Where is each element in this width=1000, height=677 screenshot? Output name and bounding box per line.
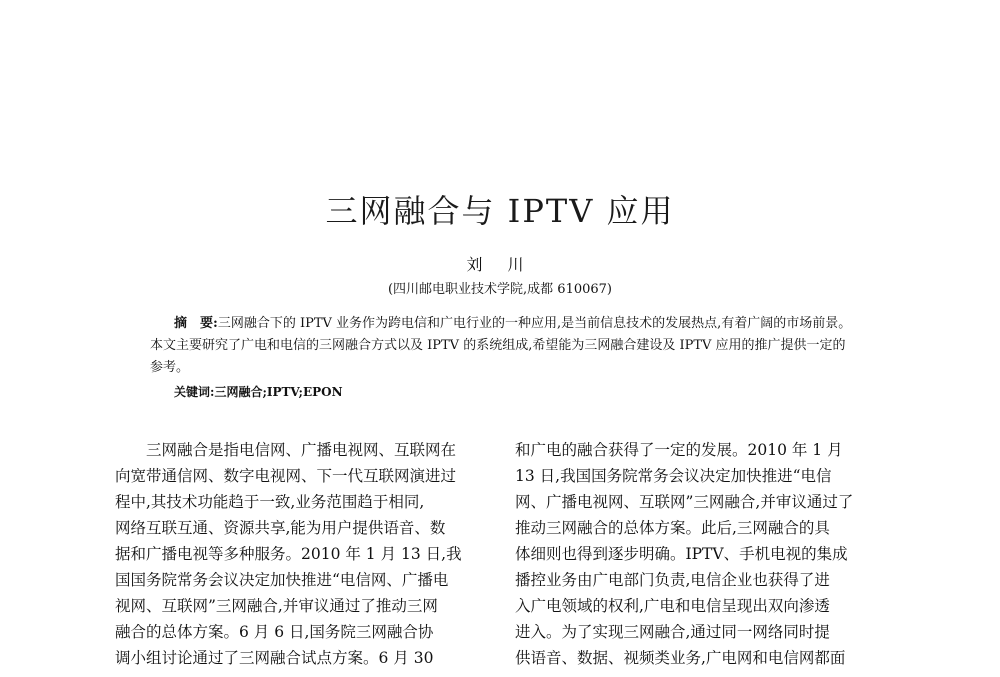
body-line: 程中,其技术功能趋于一致,业务范围趋于相同, <box>115 493 425 511</box>
body-line: 融合的总体方案。6 月 6 日,国务院三网融合协 <box>115 623 434 641</box>
body-line: 供语音、数据、视频类业务,广电网和电信网都面 <box>515 649 846 667</box>
author-affiliation: (四川邮电职业技术学院,成都 610067) <box>387 282 613 297</box>
body-line: 向宽带通信网、数字电视网、下一代互联网演进过 <box>115 467 457 485</box>
body-line: 推动三网融合的总体方案。此后,三网融合的具 <box>515 519 830 537</box>
body-line: 据和广播电视等多种服务。2010 年 1 月 13 日,我 <box>115 545 462 563</box>
abstract-label: 摘 要: <box>174 316 218 331</box>
body-line: 网络互联互通、资源共享,能为用户提供语音、数 <box>115 519 446 537</box>
keywords-label: 关键词: <box>174 385 215 399</box>
abstract-text: 三网融合下的 IPTV 业务作为跨电信和广电行业的一种应用,是当前信息技术的发展热点,有着广阔的市场前景。本文主要研究了广电和电信的三网融合方式以及 IPTV 的系统组成,希望能为三网融合建设及 IPTV 应用的推广提供一定的参考。 <box>150 316 852 375</box>
body-line: 13 日,我国国务院常务会议决定加快推进“电信 <box>515 467 832 485</box>
body-line: 网、广播电视网、互联网”三网融合,并审议通过了 <box>515 493 854 511</box>
body-line: 国国务院常务会议决定加快推进“电信网、广播电 <box>115 571 449 589</box>
body-line: 调小组讨论通过了三网融合试点方案。6 月 30 <box>115 649 434 667</box>
body-line: 三网融合是指电信网、广播电视网、互联网在 <box>146 441 457 459</box>
paper-title: 三网融合与 IPTV 应用 <box>325 192 675 230</box>
body-column-left <box>115 437 485 677</box>
abstract <box>150 313 855 379</box>
body-line: 播控业务由广电部门负责,电信企业也获得了进 <box>515 571 830 589</box>
body-line: 和广电的融合获得了一定的发展。2010 年 1 月 <box>515 441 843 459</box>
body-line: 体细则也得到逐步明确。IPTV、手机电视的集成 <box>515 545 848 563</box>
author-name: 刘 川 <box>466 255 534 274</box>
body-line: 入广电领域的权利,广电和电信呈现出双向渗透 <box>515 597 830 615</box>
body-line: 进入。为了实现三网融合,通过同一网络同时提 <box>515 623 830 641</box>
keywords <box>174 383 343 400</box>
body-column-right <box>515 437 885 677</box>
body-line: 视网、互联网”三网融合,并审议通过了推动三网 <box>115 597 438 615</box>
keywords-text: 三网融合;IPTV;EPON <box>214 385 343 399</box>
